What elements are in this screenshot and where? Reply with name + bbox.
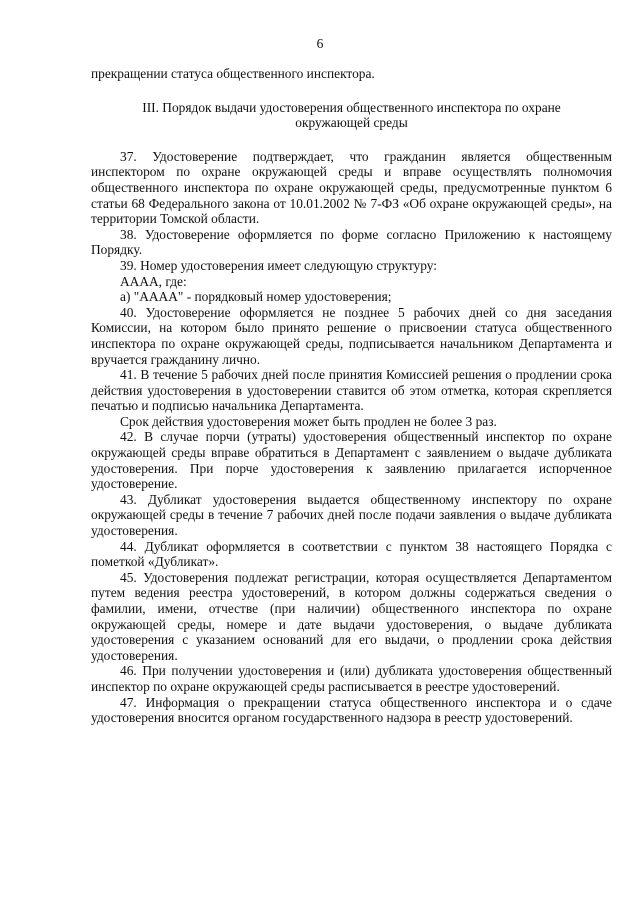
paragraph-45: 45. Удостоверения подлежат регистрации, которая осуществляется Департаментом путем ведения реестра удостоверений, в котором должны содержаться сведения о фамилии, имени, отчестве (при наличии) общественного инспектора по охране окружающей среды, номере и дате выдачи удостоверения, о выдаче дубликата удостоверения с указанием оснований для его выдачи, о продлении срока действия удостоверения. <box>91 569 612 663</box>
paragraph-40: 40. Удостоверение оформляется не позднее 5 рабочих дней со дня заседания Комиссии, на котором было принято решение о присвоении статуса общественного инспектора по охране окружающей среды, подписывается начальником Департамента и вручается гражданину лично. <box>91 304 612 367</box>
section-heading: III. Порядок выдачи удостоверения общественного инспектора по охране окружающей среды <box>142 99 561 131</box>
paragraph-41: 41. В течение 5 рабочих дней после принятия Комиссией решения о продлении срока действия удостоверения в удостоверении ставится об этом отметка, которая скрепляется печатью и подписью начальника Департамента. <box>91 367 612 414</box>
paragraph-47: 47. Информация о прекращении статуса общественного инспектора и о сдаче удостоверения вносится органом государственного надзора в реестр удостоверений. <box>91 694 612 726</box>
paragraph-46: 46. При получении удостоверения и (или) дубликата удостоверения общественный инспектор по охране окружающей среды расписывается в реестре удостоверений. <box>91 663 612 694</box>
paragraph-44: 44. Дубликат оформляется в соответствии с пунктом 38 настоящего Порядка с пометкой «Дубликат». <box>91 538 612 570</box>
paragraph-41-extension-limit: Срок действия удостоверения может быть продлен не более 3 раз. <box>120 413 497 429</box>
continued-text: прекращении статуса общественного инспектора. <box>91 66 375 81</box>
paragraph-37: 37. Удостоверение подтверждает, что гражданин является общественным инспектором по охране окружающей среды и вправе осуществлять полномочия общественного инспектора по охране окружающей среды, предусмотренные пунктом 6 статьи 68 Федерального закона от 10.01.2002 № 7-ФЗ «Об охране окружающей среды», на территории Томской области. <box>91 148 612 227</box>
paragraph-39-structure: АААА, где: <box>120 273 187 289</box>
document-body <box>91 66 612 726</box>
paragraph-38: 38. Удостоверение оформляется по форме согласно Приложению к настоящему Порядку. <box>91 226 612 258</box>
page-number: 6 <box>316 36 324 51</box>
paragraph-43: 43. Дубликат удостоверения выдается общественному инспектору по охране окружающей среды в течение 7 рабочих дней после подачи заявления о выдаче дубликата удостоверения. <box>91 491 612 539</box>
paragraph-39: 39. Номер удостоверения имеет следующую структуру: <box>120 257 437 273</box>
paragraph-39-item-a: а) "АААА" - порядковый номер удостоверения; <box>120 289 392 305</box>
paragraph-42: 42. В случае порчи (утраты) удостоверения общественный инспектор по охране окружающей среды вправе обратиться в Департамент с заявлением о выдаче дубликата удостоверения. При порче удостоверения к заявлению прилагается испорченное удостоверение. <box>91 429 612 492</box>
